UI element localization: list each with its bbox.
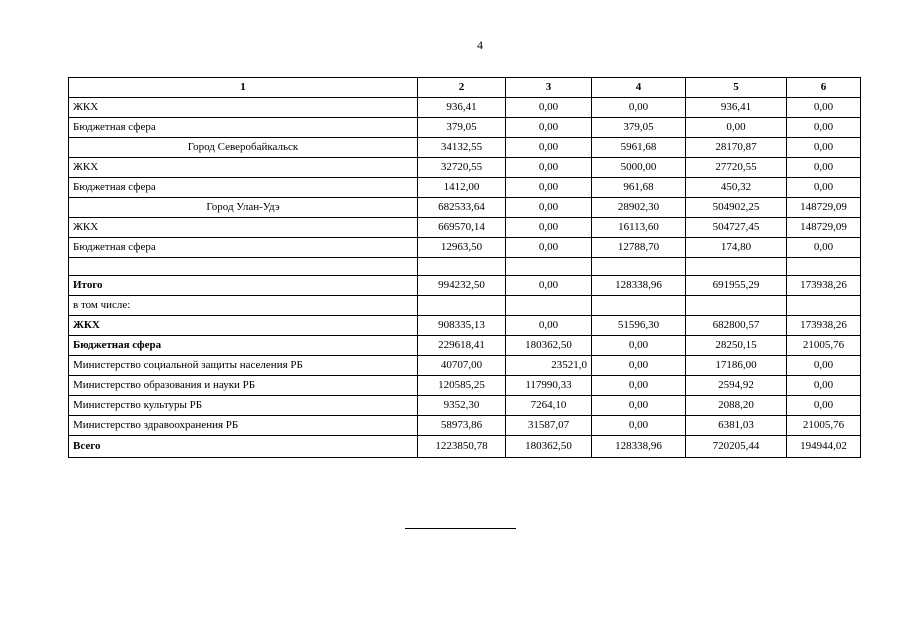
table-row [69, 436, 861, 458]
cell-col-4: 128338,96 [592, 276, 686, 296]
cell-col-5: 504902,25 [686, 198, 787, 218]
cell-col-5: 504727,45 [686, 218, 787, 238]
cell-col-3: 180362,50 [506, 336, 592, 356]
row-label: Бюджетная сфера [69, 238, 418, 258]
cell-col-3: 0,00 [506, 238, 592, 258]
cell-col-3: 0,00 [506, 118, 592, 138]
cell-col-3: 7264,10 [506, 396, 592, 416]
cell-col-4: 0,00 [592, 376, 686, 396]
cell-col-5: 936,41 [686, 98, 787, 118]
cell-col-3 [506, 258, 592, 276]
table-row [69, 158, 861, 178]
cell-col-3: 0,00 [506, 316, 592, 336]
table-row [69, 416, 861, 436]
table-row [69, 198, 861, 218]
cell-col-6 [787, 296, 861, 316]
cell-col-2: 669570,14 [418, 218, 506, 238]
cell-col-2: 40707,00 [418, 356, 506, 376]
cell-col-2: 994232,50 [418, 276, 506, 296]
table-row [69, 138, 861, 158]
row-label: Министерство культуры РБ [69, 396, 418, 416]
cell-col-3: 31587,07 [506, 416, 592, 436]
cell-col-6: 173938,26 [787, 316, 861, 336]
row-label [69, 258, 418, 276]
cell-col-2: 908335,13 [418, 316, 506, 336]
table-row [69, 98, 861, 118]
cell-col-6: 0,00 [787, 178, 861, 198]
cell-col-5: 450,32 [686, 178, 787, 198]
cell-col-5: 28170,87 [686, 138, 787, 158]
cell-col-6: 148729,09 [787, 198, 861, 218]
cell-col-5: 17186,00 [686, 356, 787, 376]
cell-col-6: 173938,26 [787, 276, 861, 296]
table-row [69, 376, 861, 396]
cell-col-3: 0,00 [506, 218, 592, 238]
cell-col-4: 0,00 [592, 396, 686, 416]
cell-col-3: 117990,33 [506, 376, 592, 396]
cell-col-5: 720205,44 [686, 436, 787, 458]
table-row [69, 316, 861, 336]
table-row [69, 336, 861, 356]
table-row [69, 356, 861, 376]
cell-col-4: 0,00 [592, 336, 686, 356]
cell-col-5: 691955,29 [686, 276, 787, 296]
cell-col-6: 0,00 [787, 138, 861, 158]
cell-col-5: 2088,20 [686, 396, 787, 416]
footer-rule [405, 528, 516, 529]
cell-col-5: 2594,92 [686, 376, 787, 396]
cell-col-5: 6381,03 [686, 416, 787, 436]
cell-col-3: 0,00 [506, 158, 592, 178]
cell-col-4: 5961,68 [592, 138, 686, 158]
cell-col-2: 9352,30 [418, 396, 506, 416]
table-row [69, 118, 861, 138]
table-row [69, 258, 861, 276]
table-row [69, 396, 861, 416]
row-label: Министерство социальной защиты населения РБ [69, 356, 418, 376]
data-table [68, 77, 861, 458]
row-label: Министерство здравоохранения РБ [69, 416, 418, 436]
cell-col-2 [418, 296, 506, 316]
row-label: Министерство образования и науки РБ [69, 376, 418, 396]
cell-col-3: 0,00 [506, 276, 592, 296]
cell-col-4: 16113,60 [592, 218, 686, 238]
cell-col-6: 0,00 [787, 396, 861, 416]
row-label: ЖКХ [69, 98, 418, 118]
cell-col-2: 1223850,78 [418, 436, 506, 458]
cell-col-6: 0,00 [787, 356, 861, 376]
cell-col-5: 28250,15 [686, 336, 787, 356]
cell-col-4: 0,00 [592, 98, 686, 118]
cell-col-6: 0,00 [787, 238, 861, 258]
cell-col-5: 27720,55 [686, 158, 787, 178]
header-row [69, 78, 861, 98]
row-label: Бюджетная сфера [69, 178, 418, 198]
cell-col-4: 5000,00 [592, 158, 686, 178]
row-label: в том числе: [69, 296, 418, 316]
cell-col-3: 0,00 [506, 198, 592, 218]
column-header-6: 6 [787, 78, 861, 98]
cell-col-6: 21005,76 [787, 416, 861, 436]
cell-col-2: 1412,00 [418, 178, 506, 198]
column-header-4: 4 [592, 78, 686, 98]
cell-col-5 [686, 296, 787, 316]
cell-col-3: 23521,0 [506, 356, 592, 376]
row-label: Всего [69, 436, 418, 458]
row-label: Итого [69, 276, 418, 296]
row-label: Бюджетная сфера [69, 118, 418, 138]
page-number: 4 [477, 38, 483, 52]
cell-col-5 [686, 258, 787, 276]
cell-col-4: 51596,30 [592, 316, 686, 336]
row-label: Город Северобайкальск [69, 138, 418, 158]
row-label: Бюджетная сфера [69, 336, 418, 356]
cell-col-3: 0,00 [506, 98, 592, 118]
cell-col-2: 12963,50 [418, 238, 506, 258]
table-row [69, 276, 861, 296]
cell-col-3: 180362,50 [506, 436, 592, 458]
table-body [69, 98, 861, 458]
cell-col-2: 682533,64 [418, 198, 506, 218]
cell-col-4: 961,68 [592, 178, 686, 198]
table-row [69, 296, 861, 316]
cell-col-2: 936,41 [418, 98, 506, 118]
cell-col-5: 682800,57 [686, 316, 787, 336]
row-label: ЖКХ [69, 218, 418, 238]
cell-col-3: 0,00 [506, 178, 592, 198]
cell-col-2: 229618,41 [418, 336, 506, 356]
cell-col-6: 148729,09 [787, 218, 861, 238]
cell-col-2 [418, 258, 506, 276]
cell-col-4: 12788,70 [592, 238, 686, 258]
cell-col-2: 58973,86 [418, 416, 506, 436]
cell-col-4: 128338,96 [592, 436, 686, 458]
cell-col-2: 34132,55 [418, 138, 506, 158]
cell-col-6: 0,00 [787, 376, 861, 396]
row-label: ЖКХ [69, 158, 418, 178]
column-header-5: 5 [686, 78, 787, 98]
table-row [69, 178, 861, 198]
cell-col-3 [506, 296, 592, 316]
cell-col-4 [592, 258, 686, 276]
cell-col-6: 0,00 [787, 118, 861, 138]
column-header-3: 3 [506, 78, 592, 98]
column-header-1: 1 [69, 78, 418, 98]
cell-col-6: 0,00 [787, 98, 861, 118]
table-row [69, 238, 861, 258]
cell-col-5: 174,80 [686, 238, 787, 258]
cell-col-3: 0,00 [506, 138, 592, 158]
cell-col-4: 28902,30 [592, 198, 686, 218]
cell-col-6: 0,00 [787, 158, 861, 178]
cell-col-6: 21005,76 [787, 336, 861, 356]
cell-col-6 [787, 258, 861, 276]
cell-col-4: 0,00 [592, 416, 686, 436]
row-label: Город Улан-Удэ [69, 198, 418, 218]
cell-col-6: 194944,02 [787, 436, 861, 458]
cell-col-4: 0,00 [592, 356, 686, 376]
cell-col-2: 379,05 [418, 118, 506, 138]
row-label: ЖКХ [69, 316, 418, 336]
column-header-2: 2 [418, 78, 506, 98]
table-row [69, 218, 861, 238]
cell-col-2: 120585,25 [418, 376, 506, 396]
cell-col-2: 32720,55 [418, 158, 506, 178]
cell-col-4 [592, 296, 686, 316]
cell-col-5: 0,00 [686, 118, 787, 138]
cell-col-4: 379,05 [592, 118, 686, 138]
